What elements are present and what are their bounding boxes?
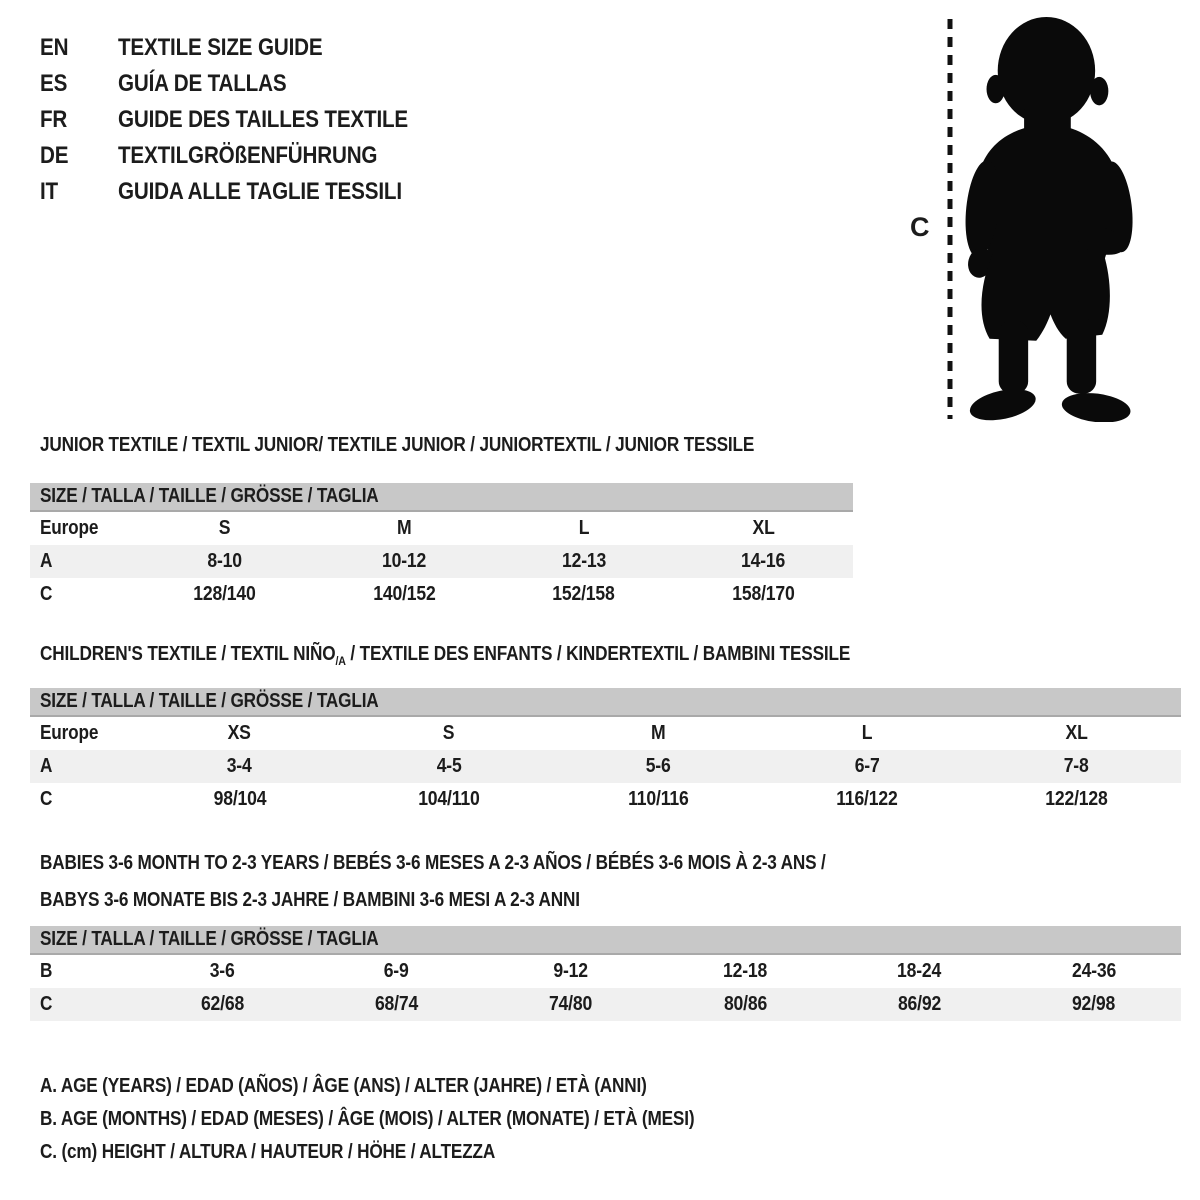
value-cell: 24-36: [1071, 960, 1116, 982]
language-title-list: [40, 30, 455, 210]
nino-a-subscript: /A: [335, 654, 346, 668]
size-cell: M: [650, 722, 666, 744]
table-row-age: [30, 750, 1181, 783]
value-cell: 158/170: [732, 583, 795, 605]
value-cell: 6-9: [384, 960, 409, 982]
lang-code-en: EN: [40, 34, 69, 61]
measurement-legend: [40, 1070, 801, 1169]
size-header-bar: SIZE / TALLA / TAILLE / GRÖSSE / TAGLIA: [30, 688, 1181, 717]
toddler-silhouette-image: [963, 16, 1140, 422]
lang-title-de: TEXTILGRÖßENFÜHRUNG: [118, 142, 378, 169]
lang-row-en: [40, 30, 455, 66]
value-cell: 6-7: [854, 755, 880, 777]
lang-row-fr: [40, 102, 455, 138]
size-cell: XS: [228, 722, 252, 744]
babies-title-line1: BABIES 3-6 MONTH TO 2-3 YEARS / BEBÉS 3-6 MESES A 2-3 AÑOS / BÉBÉS 3-6 MOIS À 2-3 ANS /: [40, 852, 826, 874]
lang-code-de: DE: [40, 142, 69, 169]
lang-title-fr: GUIDE DES TAILLES TEXTILE: [118, 106, 409, 133]
lang-title-es: GUÍA DE TALLAS: [118, 70, 287, 97]
size-cell: L: [861, 722, 873, 744]
lang-code-fr: FR: [40, 106, 68, 133]
value-cell: 14-16: [741, 550, 786, 572]
row-label: C: [40, 788, 53, 810]
value-cell: 92/98: [1072, 993, 1116, 1015]
value-cell: 5-6: [645, 755, 671, 777]
value-cell: 3-6: [209, 960, 235, 982]
size-cell: XL: [752, 517, 775, 539]
lang-row-de: [40, 138, 455, 174]
table-row-europe: [30, 717, 1181, 750]
table-row-height: [30, 783, 1181, 816]
children-section-title: CHILDREN'S TEXTILE / TEXTIL $NIÑO_{/A}$ / TEXTILE DES ENFANTS / KINDERTEXTIL / BAMBINI TESSILE: [40, 643, 851, 668]
value-cell: 68/74: [374, 993, 419, 1015]
value-cell: 122/128: [1045, 788, 1108, 810]
row-label: B: [40, 960, 53, 982]
value-cell: 10-12: [382, 550, 427, 572]
children-size-table: [30, 688, 1181, 816]
value-cell: 86/92: [897, 993, 942, 1015]
lang-title-en: TEXTILE SIZE GUIDE: [118, 34, 323, 61]
value-cell: 3-4: [227, 755, 253, 777]
legend-line-c: C. (cm) HEIGHT / ALTURA / HAUTEUR / HÖHE / ALTEZZA: [40, 1141, 496, 1163]
lang-code-it: IT: [40, 178, 59, 205]
value-cell: 62/68: [200, 993, 244, 1015]
table-row-age-months: [30, 955, 1181, 988]
row-label: C: [40, 583, 53, 605]
value-cell: 152/158: [552, 583, 615, 605]
row-label: Europe: [40, 517, 99, 539]
value-cell: 80/86: [723, 993, 767, 1015]
size-header-bar: SIZE / TALLA / TAILLE / GRÖSSE / TAGLIA: [30, 483, 853, 512]
lang-row-it: [40, 174, 455, 210]
size-cell: S: [443, 722, 455, 744]
lang-row-es: [40, 66, 455, 102]
size-cell: L: [578, 517, 590, 539]
lang-title-it: GUIDA ALLE TAGLIE TESSILI: [118, 178, 402, 205]
legend-line-a: A. AGE (YEARS) / EDAD (AÑOS) / ÂGE (ANS) / ALTER (JAHRE) / ETÀ (ANNI): [40, 1075, 647, 1097]
value-cell: 7-8: [1063, 755, 1089, 777]
babies-section-title: [40, 845, 954, 919]
size-header-bar: SIZE / TALLA / TAILLE / GRÖSSE / TAGLIA: [30, 926, 1181, 955]
size-cell: XL: [1065, 722, 1088, 744]
value-cell: 18-24: [897, 960, 942, 982]
babies-title-line2: BABYS 3-6 MONATE BIS 2-3 JAHRE / BAMBINI 3-6 MESI A 2-3 ANNI: [40, 889, 580, 911]
height-marker-label: C: [910, 212, 930, 242]
row-label: C: [40, 993, 53, 1015]
value-cell: 74/80: [549, 993, 593, 1015]
lang-code-es: ES: [40, 70, 68, 97]
row-label: A: [40, 550, 53, 572]
size-cell: M: [397, 517, 412, 539]
value-cell: 4-5: [436, 755, 462, 777]
value-cell: 104/110: [418, 788, 480, 810]
size-cell: S: [218, 517, 231, 539]
value-cell: 128/140: [193, 583, 256, 605]
height-measure-dashed-line: [946, 18, 954, 420]
table-row-height: [30, 988, 1181, 1021]
legend-line-b: B. AGE (MONTHS) / EDAD (MESES) / ÂGE (MOIS) / ALTER (MONATE) / ETÀ (MESI): [40, 1108, 695, 1130]
value-cell: 12-18: [723, 960, 768, 982]
value-cell: 140/152: [373, 583, 436, 605]
value-cell: 110/116: [627, 788, 689, 810]
junior-size-table: [30, 483, 853, 611]
value-cell: 98/104: [213, 788, 266, 810]
value-cell: 12-13: [561, 550, 606, 572]
value-cell: 9-12: [553, 960, 589, 982]
junior-section-title: JUNIOR TEXTILE / TEXTIL JUNIOR/ TEXTILE JUNIOR / JUNIORTEXTIL / JUNIOR TESSILE: [40, 434, 755, 456]
table-row-europe: [30, 512, 853, 545]
table-row-age: [30, 545, 853, 578]
value-cell: 116/122: [836, 788, 898, 810]
row-label: Europe: [40, 722, 99, 744]
table-row-height: [30, 578, 853, 611]
value-cell: 8-10: [207, 550, 243, 572]
babies-size-table: [30, 926, 1181, 1021]
row-label: A: [40, 755, 53, 777]
